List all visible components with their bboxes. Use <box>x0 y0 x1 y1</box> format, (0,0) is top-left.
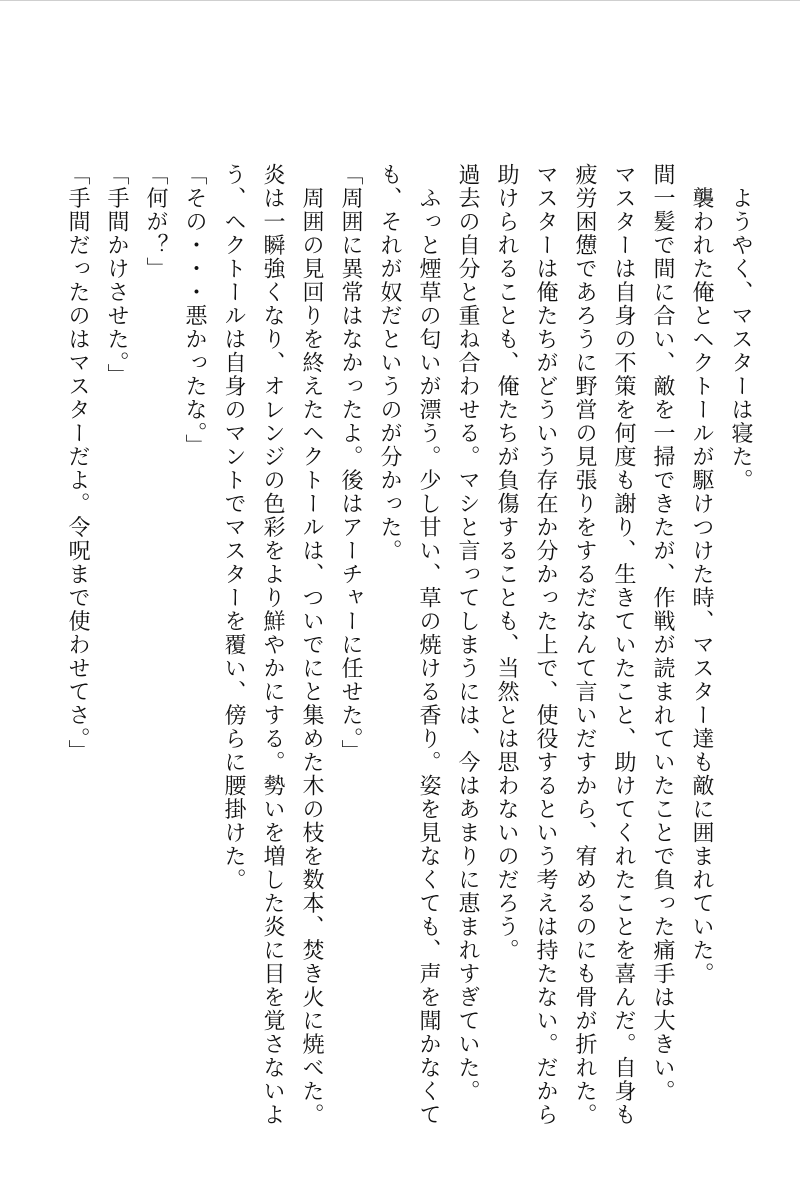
dialogue-line-4: 「手間かけさせた。」 <box>104 163 129 387</box>
dialogue-line-1: 「周囲に異常はなかったよ。後はアーチャーに任せた。」 <box>338 163 363 763</box>
text-line-8: 過去の自分と重ね合わせる。マシと言ってしまうには、今はあまりに恵まれすぎていた。 <box>455 163 480 1103</box>
text-line-14: う、ヘクトールは自身のマントでマスターを覆い、傍らに腰掛けた。 <box>221 163 246 892</box>
text-line-12: 周囲の見回りを終えたヘクトールは、ついでにと集めた木の枝を数本、焚き火に焼べた。 <box>299 163 324 1127</box>
text-line-2: 襲われた俺とヘクトールが駆けつけた時、マスター達も敵に囲まれていた。 <box>689 163 714 986</box>
vertical-text-body <box>40 163 760 1163</box>
text-line-3: 間一髪で間に合い、敵を一掃できたが、作戦が読まれていたことで負った痛手は大きい。 <box>650 163 675 1103</box>
text-line-13: 炎は一瞬強くなり、オレンジの色彩をより鮮やかにする。勢いを増した炎に目を覚さないよ <box>260 163 285 1127</box>
text-line-5: 疲労困憊であろうに野営の見張りをするだなんて言いだすから、宥めるのにも骨が折れた。 <box>572 163 597 1127</box>
dialogue-line-3: 「何が？」 <box>143 163 168 281</box>
dialogue-line-2: 「その・・・悪かったな。」 <box>182 163 207 458</box>
dialogue-line-5: 「手間だったのはマスターだよ。令呪まで使わせてさ。」 <box>65 163 90 763</box>
text-line-10: も、それが奴だというのが分かった。 <box>377 163 402 563</box>
text-line-9: ふっと煙草の匂いが漂う。少し甘い、草の焼ける香り。姿を見なくても、声を聞かなくて <box>416 163 441 1127</box>
text-line-6: マスターは俺たちがどういう存在か分かった上で、使役するという考えは持たない。だから <box>533 163 558 1127</box>
text-line-7: 助けられることも、俺たちが負傷することも、当然とは思わないのだろう。 <box>494 163 519 962</box>
text-line-1: ようやく、マスターは寝た。 <box>728 163 753 492</box>
text-line-4: マスターは自身の不策を何度も謝り、生きていたこと、助けてくれたことを喜んだ。自身も <box>611 163 636 1127</box>
